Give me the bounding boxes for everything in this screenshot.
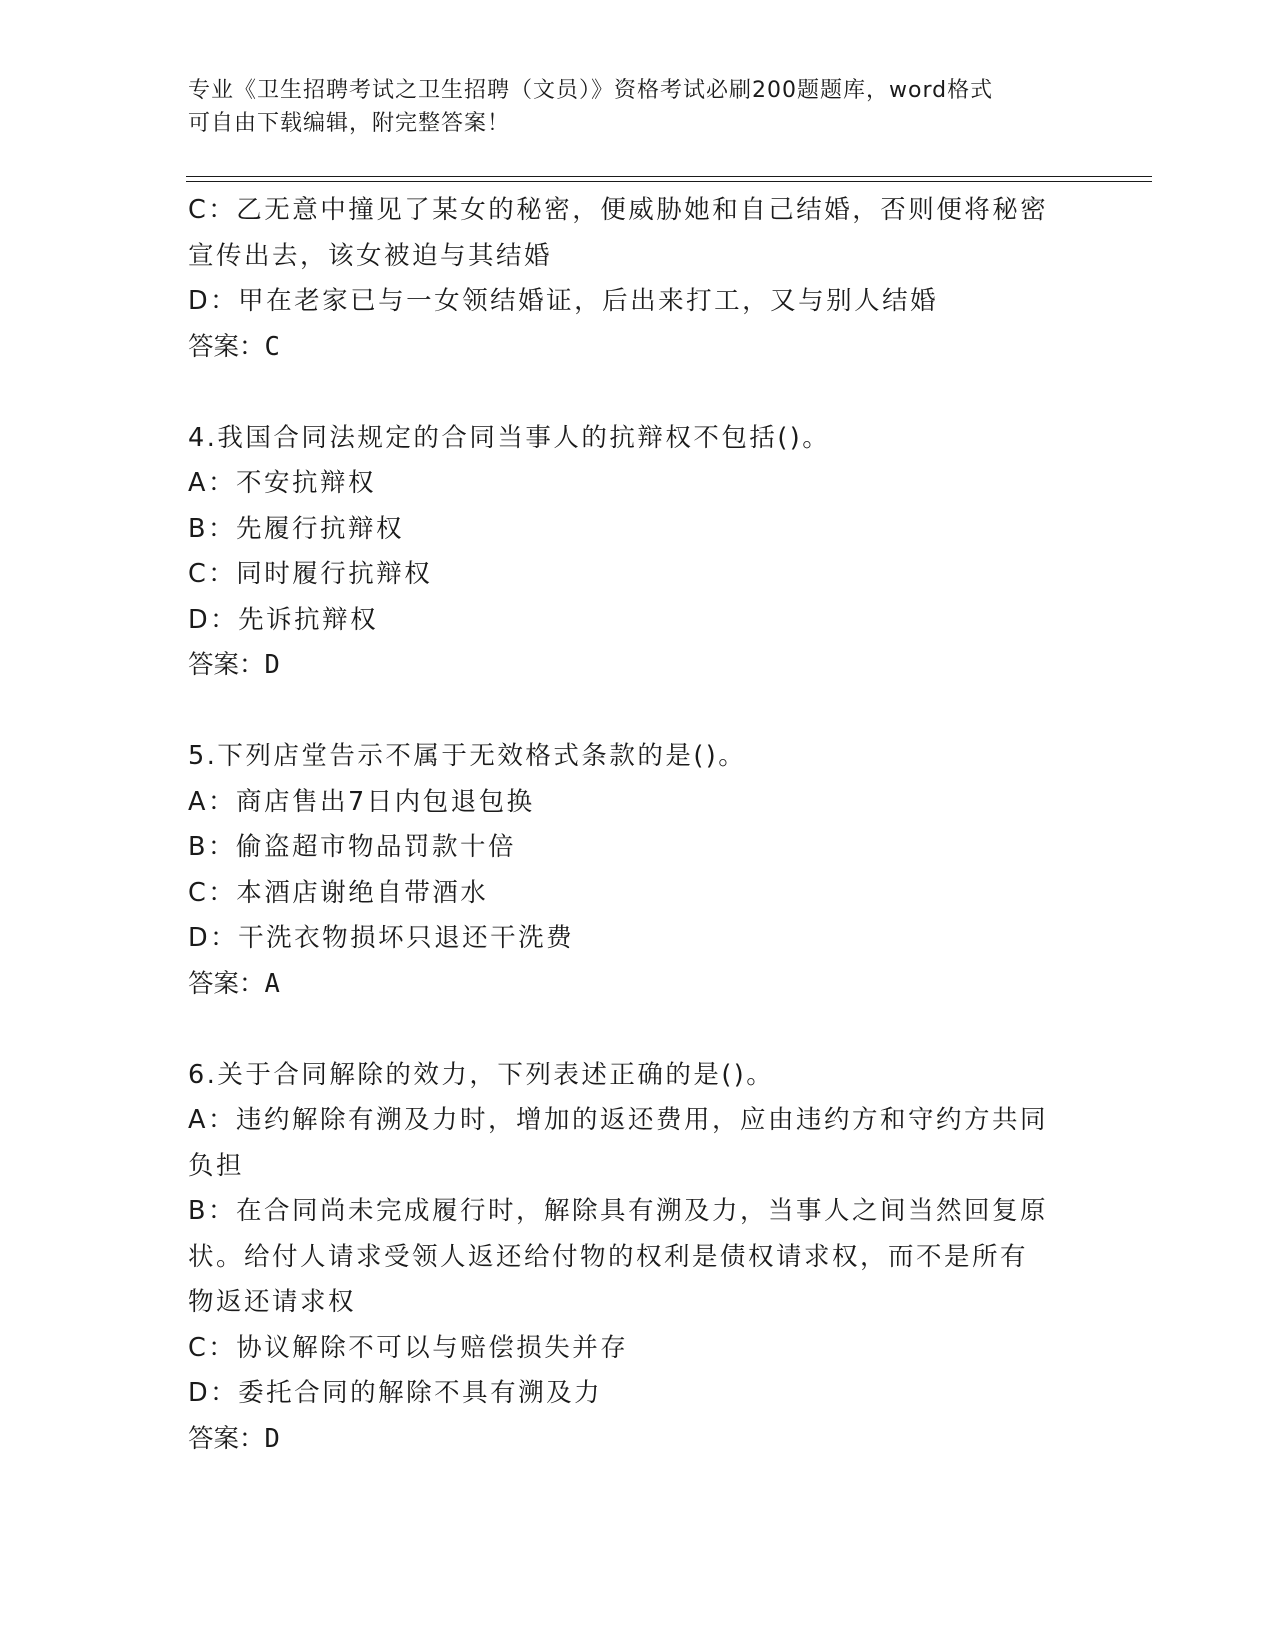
question-3-continuation <box>188 188 1088 370</box>
question-5 <box>188 734 1088 1007</box>
q6-option-b-line-3: 物返还请求权 <box>188 1287 357 1317</box>
q6-answer: 答案：D <box>188 1423 280 1454</box>
q5-option-a: A：商店售出7日内包退包换 <box>188 786 535 817</box>
question-4 <box>188 416 1088 689</box>
q6-stem: 6.关于合同解除的效力，下列表述正确的是()。 <box>188 1059 775 1090</box>
q6-option-b-line-1: B：在合同尚未完成履行时，解除具有溯及力，当事人之间当然回复原 <box>188 1196 1048 1226</box>
header-divider <box>186 176 1152 182</box>
q5-answer: 答案：A <box>188 968 280 999</box>
q5-option-d: D：干洗衣物损坏只退还干洗费 <box>188 923 575 953</box>
question-content <box>188 188 1088 1462</box>
q5-option-c: C：本酒店谢绝自带酒水 <box>188 877 489 908</box>
spacer <box>188 370 1088 416</box>
q4-answer: 答案：D <box>188 650 280 680</box>
header-title-line-1: 专业《卫生招聘考试之卫生招聘（文员）》资格考试必刷200题题库，word格式 <box>188 78 994 103</box>
q3-option-d: D：甲在老家已与一女领结婚证，后出来打工，又与别人结婚 <box>188 286 939 316</box>
q6-option-b-line-2: 状。给付人请求受领人返还给付物的权利是债权请求权，而不是所有 <box>188 1241 1029 1272</box>
header-title-line-2: 可自由下载编辑，附完整答案！ <box>188 111 511 136</box>
q6-option-a-line-1: A：违约解除有溯及力时，增加的返还费用，应由违约方和守约方共同 <box>188 1105 1048 1135</box>
page-header <box>188 74 1068 140</box>
spacer <box>188 1007 1088 1053</box>
q6-option-c: C：协议解除不可以与赔偿损失并存 <box>188 1332 629 1363</box>
q3-option-c-line-1: C：乙无意中撞见了某女的秘密，便威胁她和自己结婚，否则便将秘密 <box>188 195 1049 225</box>
q4-stem: 4.我国合同法规定的合同当事人的抗辩权不包括()。 <box>188 422 831 453</box>
q4-option-b: B：先履行抗辩权 <box>188 513 404 544</box>
q4-option-a: A：不安抗辩权 <box>188 468 376 498</box>
q5-stem: 5.下列店堂告示不属于无效格式条款的是()。 <box>188 741 747 771</box>
spacer <box>188 689 1088 735</box>
q4-option-c: C：同时履行抗辩权 <box>188 559 433 589</box>
q4-option-d: D：先诉抗辩权 <box>188 604 379 635</box>
q5-option-b: B：偷盗超市物品罚款十倍 <box>188 832 516 862</box>
q6-option-d: D：委托合同的解除不具有溯及力 <box>188 1378 603 1408</box>
question-6 <box>188 1053 1088 1463</box>
q3-option-c-line-2: 宣传出去，该女被迫与其结婚 <box>188 240 553 271</box>
q3-answer: 答案：C <box>188 331 280 362</box>
q6-option-a-line-2: 负担 <box>188 1150 245 1181</box>
